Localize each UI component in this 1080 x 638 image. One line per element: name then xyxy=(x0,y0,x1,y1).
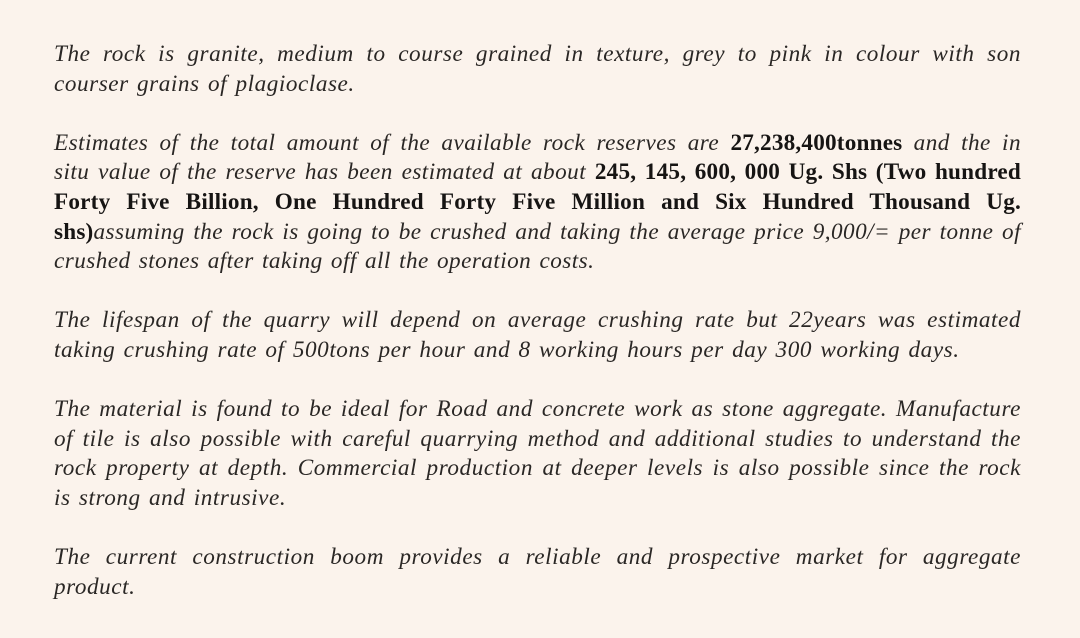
paragraph-quarry-lifespan xyxy=(54,306,1021,365)
paragraph-text: Estimates of the total amount of the available rock reserves are xyxy=(54,129,731,156)
paragraph-reserve-estimates xyxy=(54,129,1021,277)
paragraph-material-uses xyxy=(54,395,1021,513)
paragraph-text: and the in situ value of the reserve has been estimated at about xyxy=(54,129,1021,186)
paragraph-text: The lifespan of the quarry will depend on average crushing rate but 22years was estimated taking crushing rate of 500tons per hour and 8 working hours per day 300 working days. xyxy=(54,307,1021,363)
paragraph-text: The current construction boom provides a reliable and prospective market for aggregate product. xyxy=(54,544,1021,600)
reserve-tonnage: 27,238,400tonnes xyxy=(730,129,903,156)
paragraph-rock-description xyxy=(54,40,1021,99)
paragraph-text: The material is found to be ideal for Road and concrete work as stone aggregate. Manufacture of tile is also possible with careful quarrying method and additional studies to understand the rock property at depth. Commercial production at deeper levels is also possible since the rock is strong and intrusive. xyxy=(54,396,1021,511)
document-body xyxy=(54,40,1021,602)
paragraph-text: The rock is granite, medium to course grained in texture, grey to pink in colour with son courser grains of plagioclase. xyxy=(54,41,1021,97)
paragraph-market-outlook xyxy=(54,543,1021,602)
reserve-value: 245, 145, 600, 000 Ug. Shs (Two hundred Forty Five Billion, One Hundred Forty Five Million and Six Hundred Thousand Ug. shs) xyxy=(54,159,1021,245)
paragraph-text: assuming the rock is going to be crushed and taking the average price 9,000/= per tonne of crushed stones after taking off all the operation costs. xyxy=(54,218,1021,275)
